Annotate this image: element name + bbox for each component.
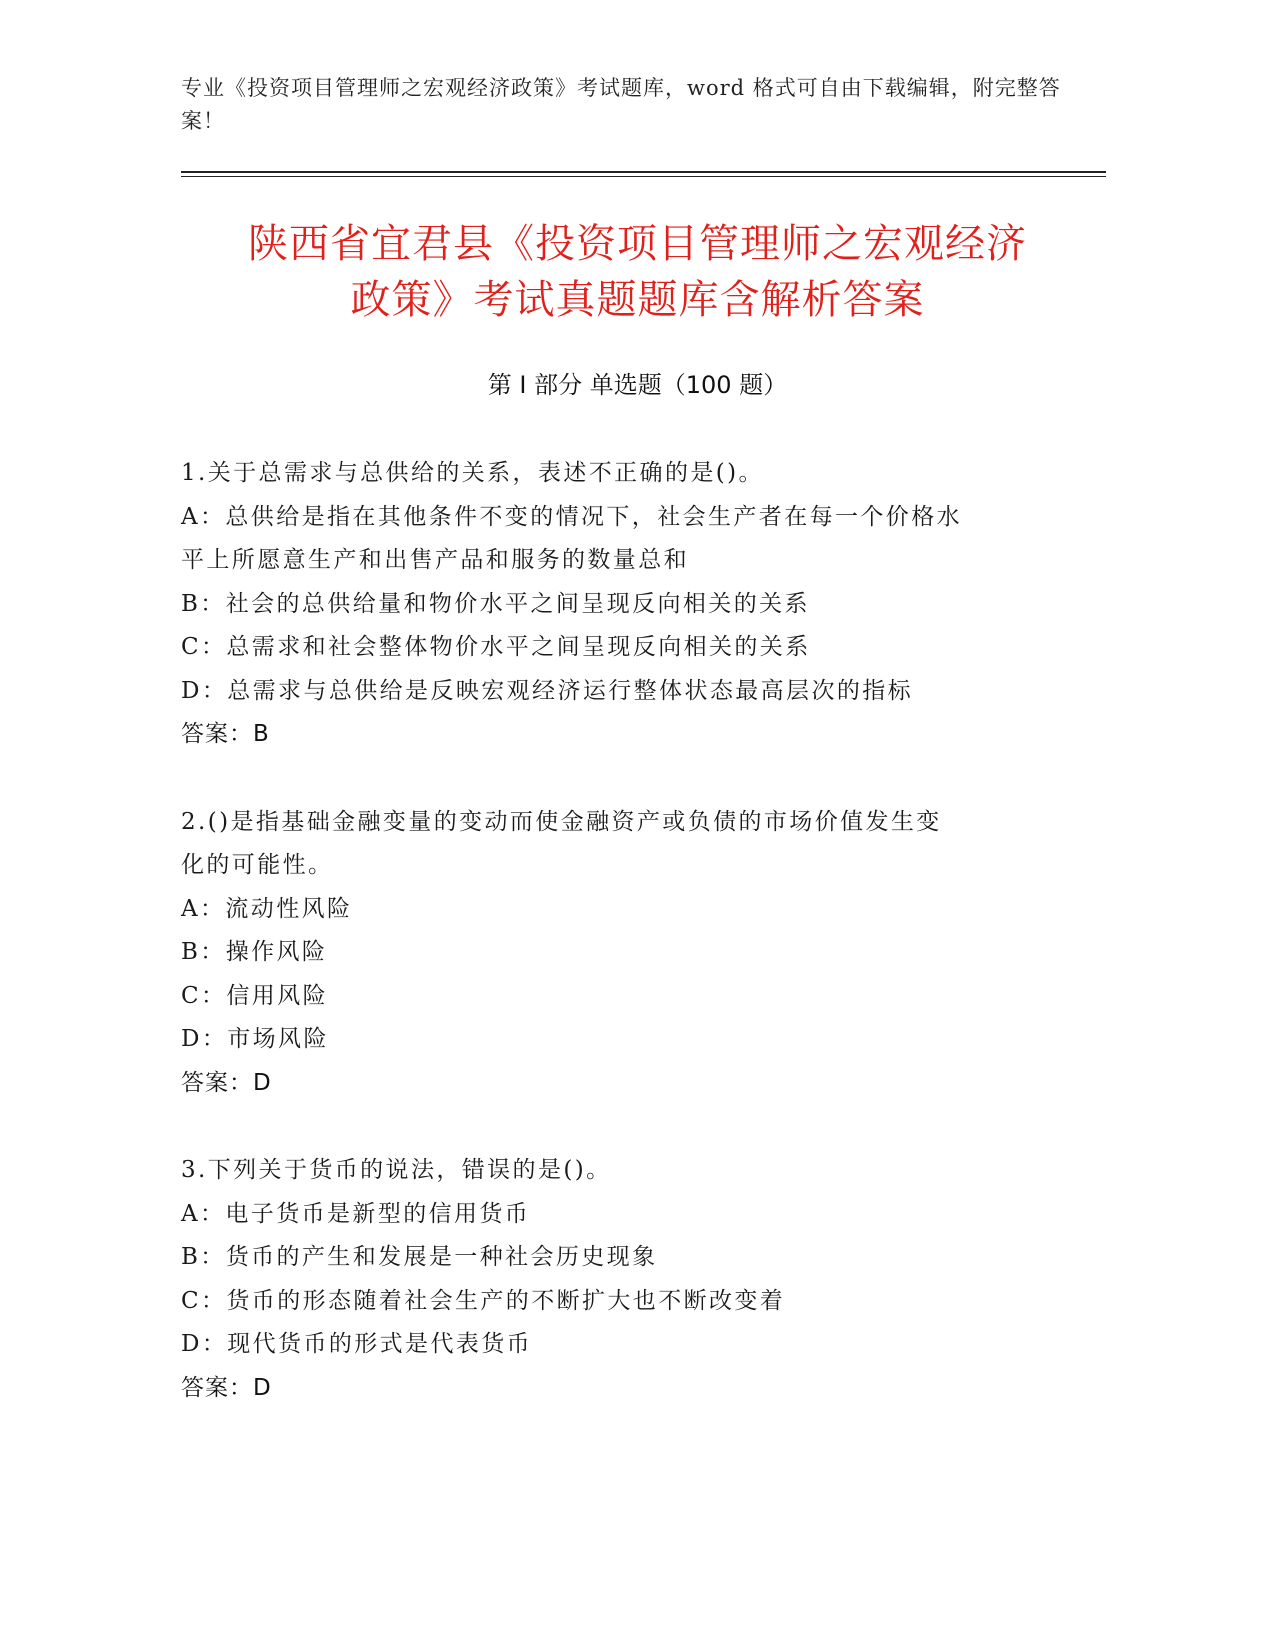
question-3: [181, 1149, 1041, 1410]
option-b: B：货币的产生和发展是一种社会历史现象: [181, 1244, 658, 1270]
option-d: D：现代货币的形式是代表货币: [181, 1331, 533, 1357]
question-stem-line: 3.下列关于货币的说法，错误的是()。: [181, 1157, 612, 1183]
question-stem-line-1: 2.()是指基础金融变量的变动而使金融资产或负债的市场价值发生变: [181, 808, 942, 835]
option-a-line-2: 平上所愿意生产和出售产品和服务的数量总和: [181, 547, 689, 573]
answer: 答案：D: [181, 1374, 272, 1401]
question-1: [181, 452, 1041, 757]
title-line-1: 陕西省宜君县《投资项目管理师之宏观经济: [248, 221, 1027, 267]
question-list: [181, 452, 1041, 1454]
header-rule-thin: [181, 176, 1106, 177]
title-line-2: 政策》考试真题题库含解析答案: [350, 277, 925, 323]
answer: 答案：D: [181, 1069, 272, 1096]
header-note: 专业《投资项目管理师之宏观经济政策》考试题库，word 格式可自由下载编辑，附完整答案！: [181, 76, 1061, 133]
answer: 答案：B: [181, 721, 270, 747]
option-b: B：操作风险: [181, 939, 328, 965]
question-stem-line: 1.关于总需求与总供给的关系，表述不正确的是()。: [181, 460, 764, 486]
option-d: D：总需求与总供给是反映宏观经济运行整体状态最高层次的指标: [181, 677, 914, 704]
option-a: A：电子货币是新型的信用货币: [181, 1200, 531, 1227]
option-d: D：市场风险: [181, 1026, 329, 1052]
option-c: C：信用风险: [181, 982, 328, 1009]
question-stem-line-2: 化的可能性。: [181, 852, 334, 878]
document-title: [150, 216, 1125, 328]
option-c: C：总需求和社会整体物价水平之间呈现反向相关的关系: [181, 634, 811, 660]
section-title: 第 I 部分 单选题（100 题）: [487, 371, 788, 399]
option-c: C：货币的形态随着社会生产的不断扩大也不断改变着: [181, 1287, 786, 1314]
question-2: [181, 801, 1041, 1106]
header-rule-thick: [181, 171, 1106, 173]
option-a-line-1: A：总供给是指在其他条件不变的情况下，社会生产者在每一个价格水: [181, 503, 963, 530]
option-a: A：流动性风险: [181, 895, 353, 922]
option-b: B：社会的总供给量和物价水平之间呈现反向相关的关系: [181, 590, 810, 617]
